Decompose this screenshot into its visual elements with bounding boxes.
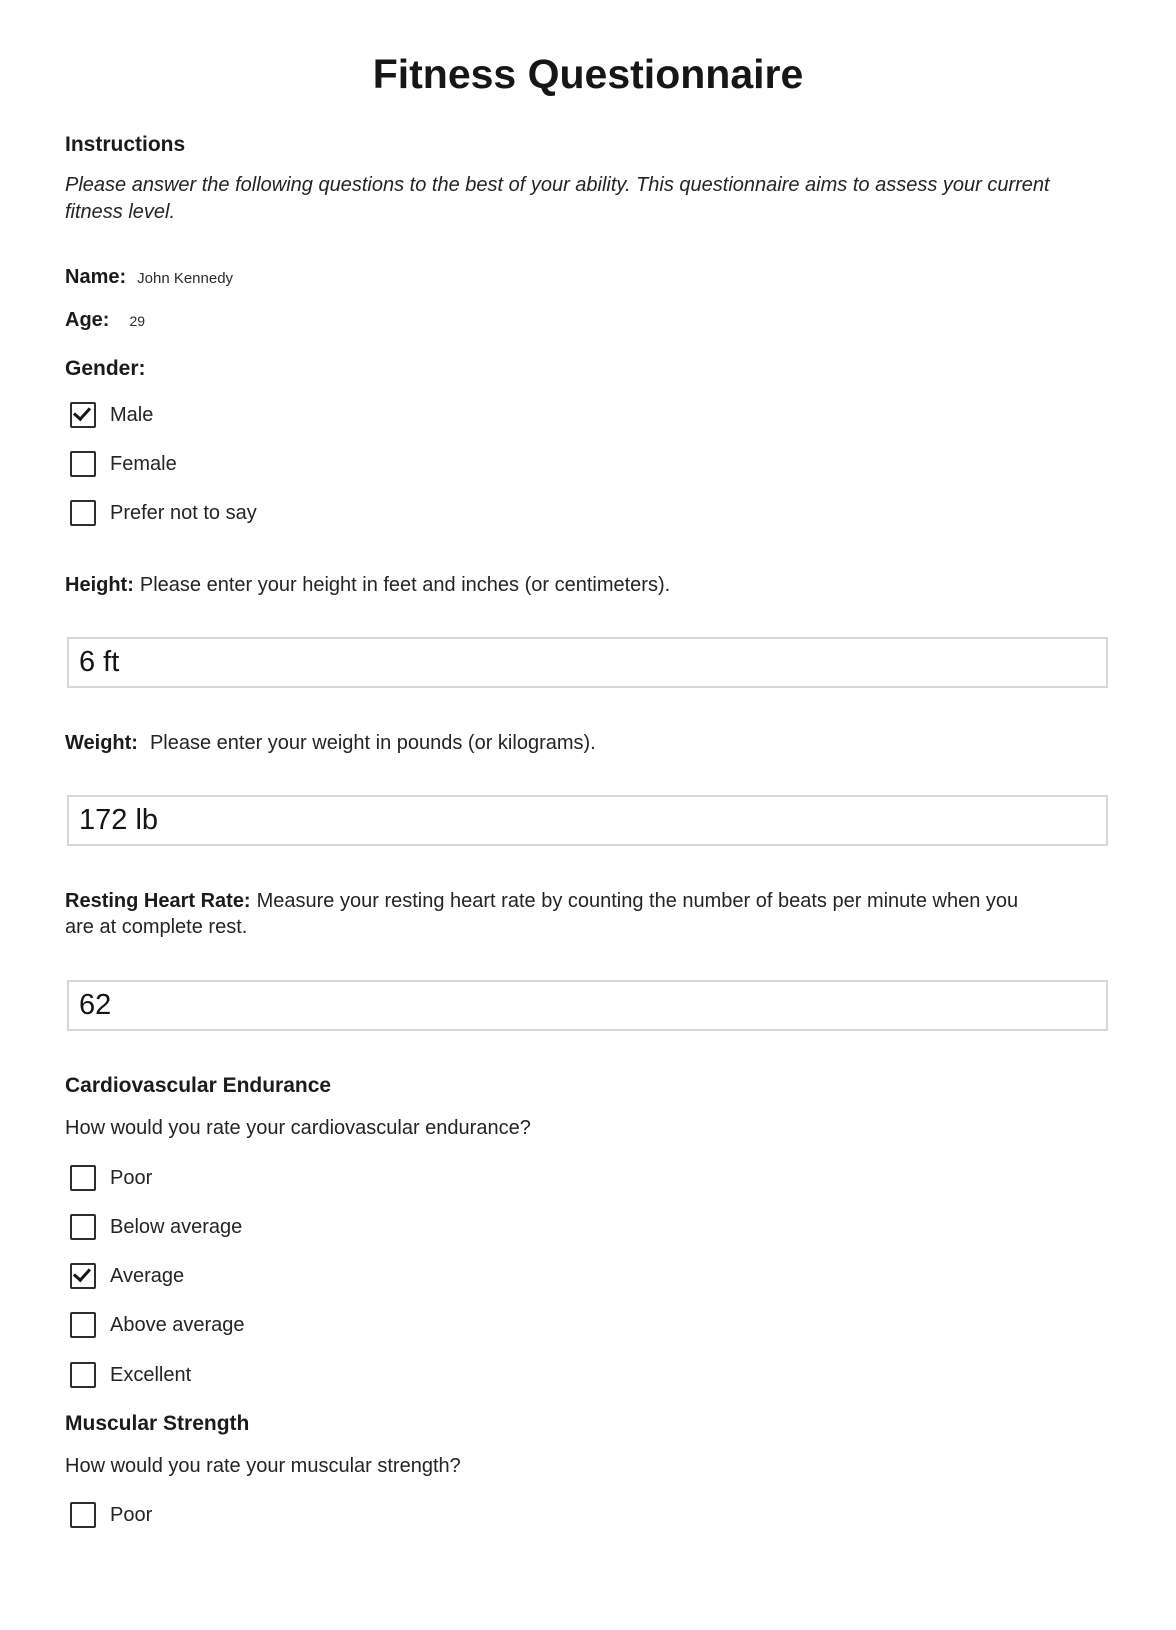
muscular-poor-label[interactable]: Poor [110, 1504, 153, 1526]
age-row [65, 309, 145, 332]
muscular-strength-question: How would you rate your muscular strength? [65, 1455, 461, 1477]
weight-description: Please enter your weight in pounds (or kilograms). [149, 732, 596, 754]
prefer-not-to-say-checkbox[interactable] [70, 500, 96, 526]
age-label: Age: [65, 309, 110, 331]
height-input[interactable] [67, 637, 1108, 688]
weight-line [65, 730, 596, 756]
weight-label: Weight: [65, 732, 138, 754]
name-label: Name: [65, 266, 127, 288]
check-icon [73, 1264, 91, 1283]
gender-label: Gender: [65, 357, 146, 380]
cardio-question: How would you rate your cardiovascular endurance? [65, 1117, 531, 1139]
cardio-below-average-label[interactable]: Below average [110, 1216, 243, 1238]
cardio-poor-label[interactable]: Poor [110, 1167, 153, 1189]
weight-input[interactable] [67, 795, 1108, 846]
page-title: Fitness Questionnaire [372, 51, 804, 97]
cardio-option-above-average [70, 1312, 245, 1338]
height-description: Please enter your height in feet and inches (or centimeters). [139, 574, 671, 596]
instructions-text: Please answer the following questions to the best of your ability. This questionnaire aims to assess your current fitness level. [65, 174, 1050, 223]
cardio-heading: Cardiovascular Endurance [65, 1074, 332, 1097]
cardio-above-average-checkbox[interactable] [70, 1312, 96, 1338]
muscular-option-poor [70, 1502, 152, 1528]
gender-option-female [70, 451, 177, 477]
cardio-above-average-label[interactable]: Above average [110, 1314, 245, 1336]
resting-heart-rate-line [65, 888, 1030, 940]
cardio-option-poor [70, 1165, 152, 1191]
resting-heart-rate-description: Measure your resting heart rate by counting the number of beats per minute when you are at complete rest. [65, 890, 1019, 938]
cardio-option-below-average [70, 1214, 242, 1240]
age-value[interactable]: 29 [129, 313, 146, 329]
resting-heart-rate-label: Resting Heart Rate: [65, 890, 251, 912]
female-label[interactable]: Female [110, 453, 177, 475]
male-label[interactable]: Male [110, 404, 154, 426]
gender-option-male [70, 402, 153, 428]
cardio-average-label[interactable]: Average [110, 1265, 185, 1287]
check-icon [73, 403, 91, 422]
muscular-strength-heading: Muscular Strength [65, 1412, 250, 1435]
prefer-not-to-say-label[interactable]: Prefer not to say [110, 502, 257, 524]
cardio-excellent-checkbox[interactable] [70, 1362, 96, 1388]
cardio-poor-checkbox[interactable] [70, 1165, 96, 1191]
cardio-option-excellent [70, 1362, 191, 1388]
male-checkbox[interactable] [70, 402, 96, 428]
name-value[interactable]: John Kennedy [137, 270, 234, 287]
female-checkbox[interactable] [70, 451, 96, 477]
resting-heart-rate-input[interactable] [67, 980, 1108, 1031]
cardio-option-average [70, 1263, 184, 1289]
height-line [65, 572, 670, 598]
name-row [65, 266, 233, 289]
cardio-average-checkbox[interactable] [70, 1263, 96, 1289]
height-label: Height: [65, 574, 134, 596]
gender-option-prefer-not-to-say [70, 500, 257, 526]
muscular-poor-checkbox[interactable] [70, 1502, 96, 1528]
instructions-heading: Instructions [65, 133, 186, 156]
cardio-excellent-label[interactable]: Excellent [110, 1364, 192, 1386]
cardio-below-average-checkbox[interactable] [70, 1214, 96, 1240]
